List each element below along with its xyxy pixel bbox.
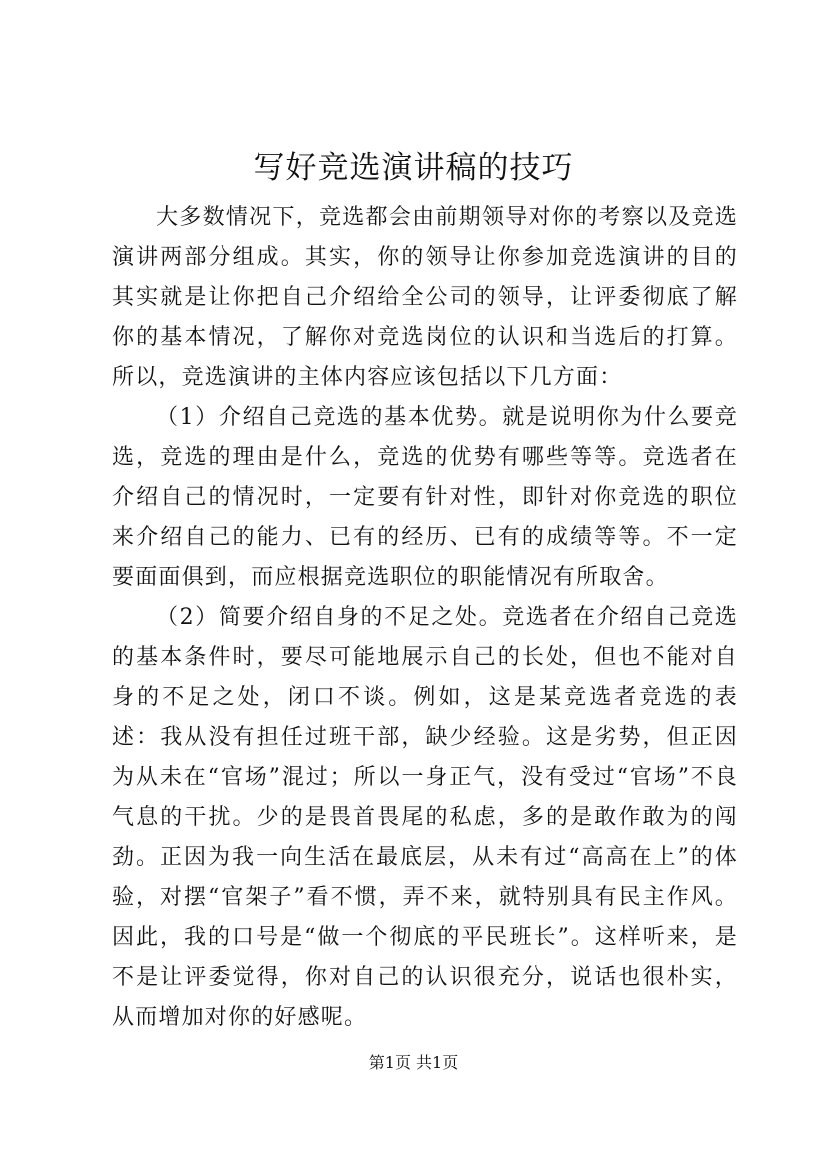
document-body (112, 198, 738, 1038)
paragraph-intro: 大多数情况下，竞选都会由前期领导对你的考察以及竞选演讲两部分组成。其实，你的领导让你参加竞选演讲的目的其实就是让你把自己介绍给全公司的领导，让评委彻底了解你的基本情况，了解你对竞选岗位的认识和当选后的打算。所以，竞选演讲的主体内容应该包括以下几方面： (112, 205, 738, 390)
paragraph-point-2: （2）简要介绍自身的不足之处。竞选者在介绍自己竞选的基本条件时，要尽可能地展示自己的长处，但也不能对自身的不足之处，闭口不谈。例如，这是某竞选者竞选的表述：我从没有担任过班干部，缺少经验。这是劣势，但正因为从未在“官场”混过；所以一身正气，没有受过“官场”不良气息的干扰。少的是畏首畏尾的私虑，多的是敢作敢为的闯劲。正因为我一向生活在最底层，从未有过“高高在上”的体验，对摆“官架子”看不惯，弄不来，就特别具有民主作风。因此，我的口号是“做一个彻底的平民班长”。这样听来，是不是让评委觉得，你对自己的认识很充分，说话也很朴实，从而增加对你的好感呢。 (112, 605, 738, 1030)
document-title: 写好竞选演讲稿的技巧 (253, 150, 574, 186)
paragraph-point-1: （1）介绍自己竞选的基本优势。就是说明你为什么要竞选，竞选的理由是什么，竞选的优势有哪些等等。竞选者在介绍自己的情况时，一定要有针对性，即针对你竞选的职位来介绍自己的能力、已有的经历、已有的成绩等等。不一定要面面俱到，而应根据竞选职位的职能情况有所取舍。 (112, 405, 738, 590)
page-footer: 第1页 共1页 (368, 1053, 459, 1072)
